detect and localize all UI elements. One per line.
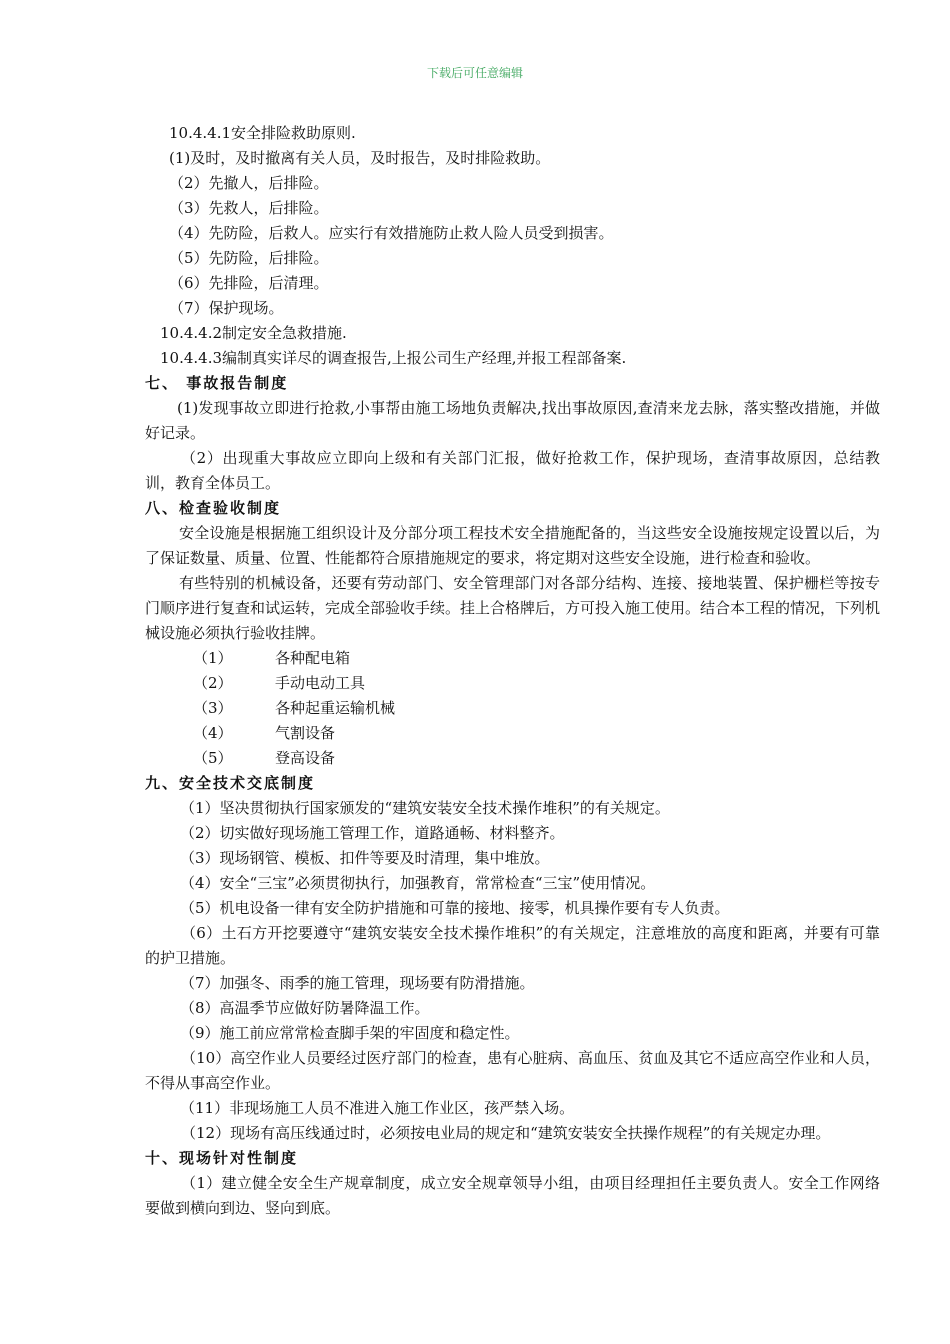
list-item: （12）现场有高压线通过时，必须按电业局的规定和“建筑安装安全扶操作规程”的有关规定办理。 [181, 1124, 831, 1142]
list-item: （10）高空作业人员要经过医疗部门的检查，患有心脏病、高血压、贫血及其它不适应高空作业和人员，不得从事高空作业。 [145, 1049, 880, 1092]
list-item: （3）现场钢管、模板、扣件等要及时清理，集中堆放。 [180, 849, 550, 867]
list-item: （5）机电设备一律有安全防护措施和可靠的接地、接零，机具操作要有专人负责。 [180, 899, 730, 917]
equipment-item: （4） 气割设备 [193, 724, 336, 742]
list-item: （4）安全“三宝”必须贯彻执行，加强教育，常常检查“三宝”使用情况。 [180, 874, 656, 892]
paragraph: (1)发现事故立即进行抢救,小事帮由施工场地负责解决,找出事故原因,查清来龙去脉，落实整改措施，并做好记录。 [145, 399, 880, 442]
section-10-4-4-1-title: 10.4.4.1安全排险救助原则. [169, 124, 356, 142]
list-item: （9）施工前应常常检查脚手架的牢固度和稳定性。 [180, 1024, 520, 1042]
list-item: （6）土石方开挖要遵守“建筑安装安全技术操作堆积”的有关规定，注意堆放的高度和距离，并要有可靠的护卫措施。 [145, 924, 880, 967]
list-item: （11）非现场施工人员不准进入施工作业区，孩严禁入场。 [180, 1099, 575, 1117]
equipment-item: （1） 各种配电箱 [193, 649, 351, 667]
heading-inspection: 八、检查验收制度 [145, 499, 282, 517]
paragraph: 安全设施是根据施工组织设计及分部分项工程技术安全措施配备的，当这些安全设施按规定设置以后，为了保证数量、质量、位置、性能都符合原措施规定的要求，将定期对这些安全设施，进行检查和验收。 [145, 524, 880, 567]
heading-safety-briefing: 九、安全技术交底制度 [145, 774, 316, 792]
list-item: （5）先防险，后排险。 [169, 249, 329, 267]
equipment-item: （5） 登高设备 [193, 749, 336, 767]
list-item: （2）切实做好现场施工管理工作，道路通畅、材料整齐。 [180, 824, 565, 842]
list-item: （6）先排险，后清理。 [169, 274, 329, 292]
list-item: （3）先救人，后排险。 [169, 199, 329, 217]
document-body [145, 121, 880, 1221]
list-item: （1）坚决贯彻执行国家颁发的“建筑安装安全技术操作堆积”的有关规定。 [180, 799, 670, 817]
heading-accident-report: 七、 事故报告制度 [145, 374, 289, 392]
list-item: （8）高温季节应做好防暑降温工作。 [180, 999, 430, 1017]
list-item: （7）加强冬、雨季的施工管理，现场要有防滑措施。 [180, 974, 535, 992]
paragraph: 有些特别的机械设备，还要有劳动部门、安全管理部门对各部分结构、连接、接地装置、保护栅栏等按专门顺序进行复查和试运转，完成全部验收手续。挂上合格牌后，方可投入施工使用。结合本工程的情况，下列机械设施必须执行验收挂牌。 [145, 574, 881, 642]
section-10-4-4-2: 10.4.4.2制定安全急救措施. [160, 324, 347, 342]
list-item: (1)及时，及时撤离有关人员，及时报告，及时排险救助。 [169, 149, 551, 167]
list-item: （4）先防险，后救人。应实行有效措施防止救人险人员受到损害。 [169, 224, 614, 242]
section-10-4-4-3: 10.4.4.3编制真实详尽的调查报告,上报公司生产经理,并报工程部备案. [160, 349, 627, 367]
paragraph: （2）出现重大事故应立即向上级和有关部门汇报，做好抢救工作，保护现场，查清事故原因，总结教训，教育全体员工。 [145, 449, 880, 492]
paragraph: （1）建立健全安全生产规章制度，成立安全规章领导小组，由项目经理担任主要负责人。安全工作网络要做到横向到边、竖向到底。 [145, 1174, 880, 1217]
page-header: 下载后可任意编辑 [426, 66, 523, 80]
equipment-item: （2） 手动电动工具 [193, 674, 366, 692]
list-item: （7）保护现场。 [169, 299, 284, 317]
equipment-item: （3） 各种起重运输机械 [193, 699, 396, 717]
list-item: （2）先撤人，后排险。 [169, 174, 329, 192]
heading-site-specific: 十、现场针对性制度 [145, 1149, 299, 1167]
